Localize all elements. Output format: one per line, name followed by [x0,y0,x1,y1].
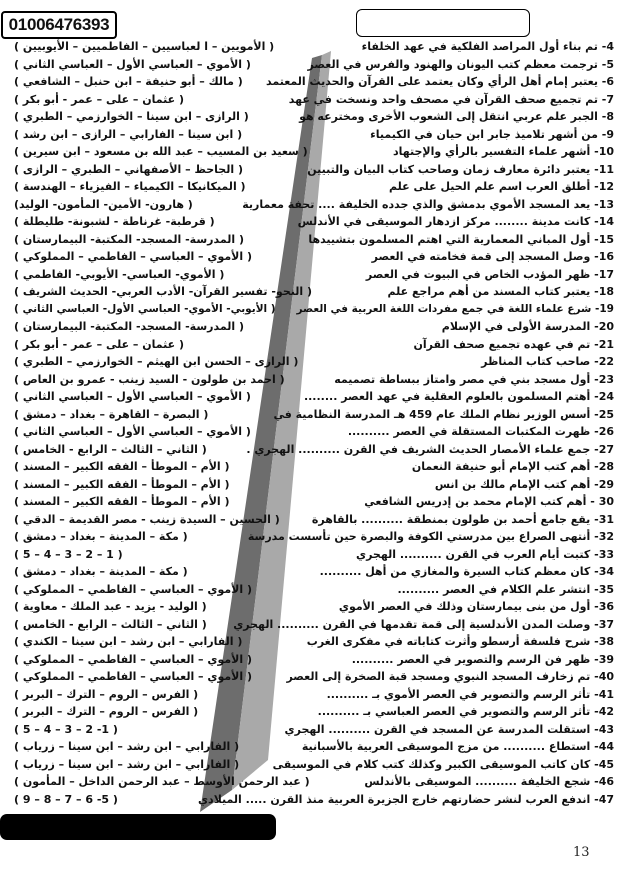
answer-options: ( الأموي – العباسي – الفاطمي – المملوكي ) [14,582,252,596]
question-text: 11- يعتبر دائرة معارف زمان وصاحب كتاب البيان والتبيين [307,162,614,176]
question-row [14,528,614,546]
question-text: 21- تم في عهده تجميع صحف القرآن [413,337,614,351]
question-row [14,178,614,196]
question-row [14,56,614,74]
question-row [14,388,614,406]
question-text: 8- الجبر علم عربي انتقل إلى الشعوب الأخرى ومخترعه هو [299,110,614,124]
question-text: 43- استقلت المدرسة عن المسجد في القرن .......... الهجري [284,722,614,736]
question-text: 36- أول من بنى بيمارستان وذلك في العصر الأموي [338,600,614,614]
answer-options: ( الرازى – ابن سينا – الخوارزمي – الطبري ) [14,110,249,124]
question-text: 29- أهم كتب الإمام مالك بن انس [434,477,614,491]
answer-options: ( الثاني – الثالث – الرابع - الخامس ) [14,617,207,631]
answer-options: ( عثمان – على – عمر - أبو بكر ) [14,337,185,351]
question-text: 13- يعد المسجد الأموي بدمشق والذي جدده الخليفة .... تحفة معمارية [242,197,614,211]
answer-options: ( الرازى – الحسن ابن الهيثم – الخوارزمي – الطبري ) [14,355,299,369]
question-text: 31- يقع جامع أحمد بن طولون بمنطقة .......... بالقاهرة [311,512,614,526]
answer-options: ( قرطبة- غرناطة - لشبونة- طليطلة ) [14,215,215,229]
question-text: 37- وصلت المدن الأندلسية إلى قمة تقدمها في القرن .......... الهجري [233,617,614,631]
question-text: 45- كان كاتب الموسيقى الكبير وكذلك كتب كلام في الموسيقى [272,757,614,771]
question-text: 14- كانت مدينة ........ مركز ازدهار الموسيقى في الأندلس [297,215,614,229]
question-row [14,458,614,476]
question-row [14,371,614,389]
question-row [14,283,614,301]
question-text: 10- أشهر علماء التفسير بالرأي والإجتهاد [392,145,614,159]
question-row [14,581,614,599]
question-row [14,546,614,564]
question-row [14,493,614,511]
question-row [14,301,614,319]
question-row [14,231,614,249]
answer-options: ( الأم – الموطأ – الفقه الكبير – المسند ) [14,460,230,474]
answer-options: ( الأم – الموطأ – الفقه الكبير – المسند ) [14,495,230,509]
question-text: 27- جمع علماء الأمصار الحديث الشريف في القرن .......... الهجري . [246,442,614,456]
answer-options: ( الفرس – الروم – الترك – البربر ) [14,687,199,701]
question-text: 16- وصل المسجد إلى قمة فخامته في العصر [371,250,614,264]
question-text: 15- أول المباني المعمارية التي اهتم المسلمون بتشييدها [308,232,614,246]
answer-options: ( الأموي – العباسي – الفاطمي – المملوكي ) [14,652,252,666]
question-text: 35- انتشر علم الكلام في العصر .......... [397,582,614,596]
answer-options: ( الأموي – العباسي الأول – العباسي الثاني ) [14,57,251,71]
question-text: 46- شجع الخليفة .......... الموسيقى بالأندلس [364,775,614,789]
question-text: 23- أول مسجد بني في مصر وامتاز ببساطة تصميمه [334,372,614,386]
question-text: 38- شرح فلسفة أرسطو وأثرت كتاباته في مفكرى الغرب [306,635,614,649]
question-row [14,791,614,809]
question-row [14,598,614,616]
question-text: 32- أنتهى الصراع بين مدرستي الكوفة والبصرة حين تأسست مدرسة [247,530,614,544]
page-number: 13 [573,845,590,860]
question-row [14,738,614,756]
answer-options: ( هارون- الأمين- المأمون- الوليد) [14,197,193,211]
question-row [14,318,614,336]
answer-options: ( الفارابي – ابن رشد – ابن سينا – الكندي ) [14,635,243,649]
question-text: 20- المدرسة الأولى في الإسلام [441,320,614,334]
question-text: 42- تأثر الرسم والتصوير في العصر العباسي بـ .......... [317,705,614,719]
question-text: 44- استطاع .......... من مزج الموسيقى العربية بالأسبانية [301,740,614,754]
answer-options: ( الأمويين – ا لعباسيين – الفاطميين – الأيوبيين ) [14,40,275,54]
answer-options: ( 5- 6 – 7 – 8 – 9 ) [14,792,118,806]
question-row [14,686,614,704]
question-row [14,423,614,441]
question-text: 7- تم تجميع صحف القرآن في مصحف واحد ونسخت في عهد [288,92,614,106]
question-text: 40- تم زخارف المسجد النبوي ومسجد قبة الصخرة إلى العصر [286,670,614,684]
answer-options: ( الأموي – العباسي – الفاطمي – المملوكي ) [14,250,252,264]
question-row [14,213,614,231]
question-row [14,721,614,739]
question-row [14,161,614,179]
question-text: 28- أهم كتب الإمام أبو حنيفة النعمان [411,460,614,474]
answer-options: ( الأموي – العباسي – الفاطمي – المملوكي ) [14,670,252,684]
question-row [14,703,614,721]
answer-options: ( مكة – المدينة – بغداد – دمشق ) [14,530,188,544]
answer-options: ( الحسين – السيدة زينب - مصر القديمة – الدقي ) [14,512,280,526]
question-text: 25- أسس الوزير نظام الملك عام 459 هـ المدرسة النظامية في [273,407,614,421]
question-row [14,633,614,651]
question-text: 22- صاحب كتاب المناظر [481,355,614,369]
answer-options: ( الفرس – الروم – الترك – البربر ) [14,705,199,719]
question-row [14,441,614,459]
question-text: 6- يعتبر إمام أهل الرأي وكان يعتمد على القرآن والحديث المعتمد [265,75,614,89]
question-list [14,38,614,808]
question-row [14,143,614,161]
answer-options: ( عثمان – على – عمر - أبو بكر ) [14,92,185,106]
question-row [14,248,614,266]
question-text: 5- ترجمت معظم كتب اليونان والهنود والفرس في العصر [307,57,614,71]
answer-options: ( الثاني – الثالث – الرابع - الخامس ) [14,442,207,456]
question-row [14,108,614,126]
question-row [14,73,614,91]
question-text: 19- شرع علماء اللغة في جمع مفردات اللغة العربية في العصر [296,303,614,316]
question-text: 4- تم بناء أول المراصد الفلكية في عهد الخلفاء [361,40,614,54]
question-row [14,353,614,371]
answer-options: ( الأيوبي- الأموي- العباسي الأول- العباسي الثاني ) [14,303,276,316]
answer-options: ( عبد الرحمن الأوسط – عبد الرحمن الداخل – المأمون ) [14,775,310,789]
answer-options: ( ابن سينا – الفارابي – الرازى – ابن رشد ) [14,127,243,141]
question-row [14,668,614,686]
answer-options: ( الأموي – العباسي الأول – العباسي الثاني ) [14,425,251,439]
answer-options: ( الجاحظ – الأصفهاني – الطبري – الرازى ) [14,162,243,176]
question-row [14,196,614,214]
question-text: 9- من أشهر تلاميذ جابر ابن حيان في الكيمياء [370,127,614,141]
answer-options: ( النحو- تفسير القرآن- الأدب العربي- الحديث الشريف ) [14,285,312,299]
answer-options: ( الوليد - يزيد - عبد الملك - معاوية ) [14,600,207,614]
answer-options: ( 1 – 2 – 3 – 4 – 5 ) [14,547,123,561]
question-text: 39- ظهر فن الرسم والتصوير في العصر .......... [351,652,614,666]
answer-options: ( الميكانيكا – الكيمياء – الفيزياء – الهندسة ) [14,180,246,194]
question-row [14,406,614,424]
question-text: 41- تأثر الرسم والتصوير في العصر الأموي بـ .......... [326,687,614,701]
question-row [14,38,614,56]
question-row [14,266,614,284]
question-text: 18- يعتبر كتاب المسند من أهم مراجع علم [387,285,614,299]
question-row [14,756,614,774]
question-text: 47- اندفع العرب لنشر حضارتهم خارج الجزيرة العربية منذ القرن ..... الميلادي [197,792,614,806]
answer-options: ( الأم – الموطأ – الفقه الكبير – المسند ) [14,477,230,491]
question-text: 12- أطلق العرب اسم علم الحيل على علم [389,180,614,194]
footer-black-bar [0,814,276,840]
answer-options: ( الأموي – العباسي الأول – العباسي الثاني ) [14,390,251,404]
question-text: 34- كان معظم كتاب السيرة والمغازي من أهل .......... [319,565,614,579]
answer-options: ( سعيد بن المسيب – عبد الله بن مسعود – ابن سيرين ) [14,145,308,159]
question-text: 24- أهتم المسلمون بالعلوم العقلية في عهد العصر ........ [303,390,614,404]
question-row [14,336,614,354]
answer-options: ( الفارابي – ابن رشد – ابن سينا – زرياب ) [14,757,240,771]
question-row [14,773,614,791]
answer-options: ( الفارابي – ابن رشد – ابن سينا – زرياب ) [14,740,240,754]
answer-options: ( مالك – أبو حنيفة – ابن حنبل – الشافعي ) [14,75,243,89]
answer-options: ( المدرسة- المسجد- المكتبة- البيمارستان ) [14,320,244,334]
answer-options: ( مكة – المدينة – بغداد – دمشق ) [14,565,188,579]
question-row [14,651,614,669]
question-text: 17- ظهر المؤدب الخاص في البيوت في العصر [365,267,614,281]
answer-options: ( احمد بن طولون - السيد زينب - عمرو بن العاص ) [14,372,285,386]
question-text: 30 - أهم كتب الإمام محمد بن إدريس الشافعي [364,495,614,509]
answer-options: ( 1- 2 – 3 – 4 – 5 ) [14,722,118,736]
answer-options: ( المدرسة- المسجد- المكتبة- البيمارستان ) [14,232,244,246]
question-row [14,563,614,581]
question-row [14,91,614,109]
question-text: 33- كتبت أيام العرب في القرن .......... الهجري [356,547,614,561]
answer-options: ( البصرة – القاهرة – بغداد – دمشق ) [14,407,209,421]
question-row [14,476,614,494]
answer-options: ( الأموي- العباسي- الأيوبي- الفاطمي ) [14,267,225,281]
question-text: 26- ظهرت المكتبات المستقلة في العصر .......... [347,425,614,439]
phone-number: 01006476393 [8,15,110,34]
question-row [14,616,614,634]
question-row [14,126,614,144]
question-row [14,511,614,529]
